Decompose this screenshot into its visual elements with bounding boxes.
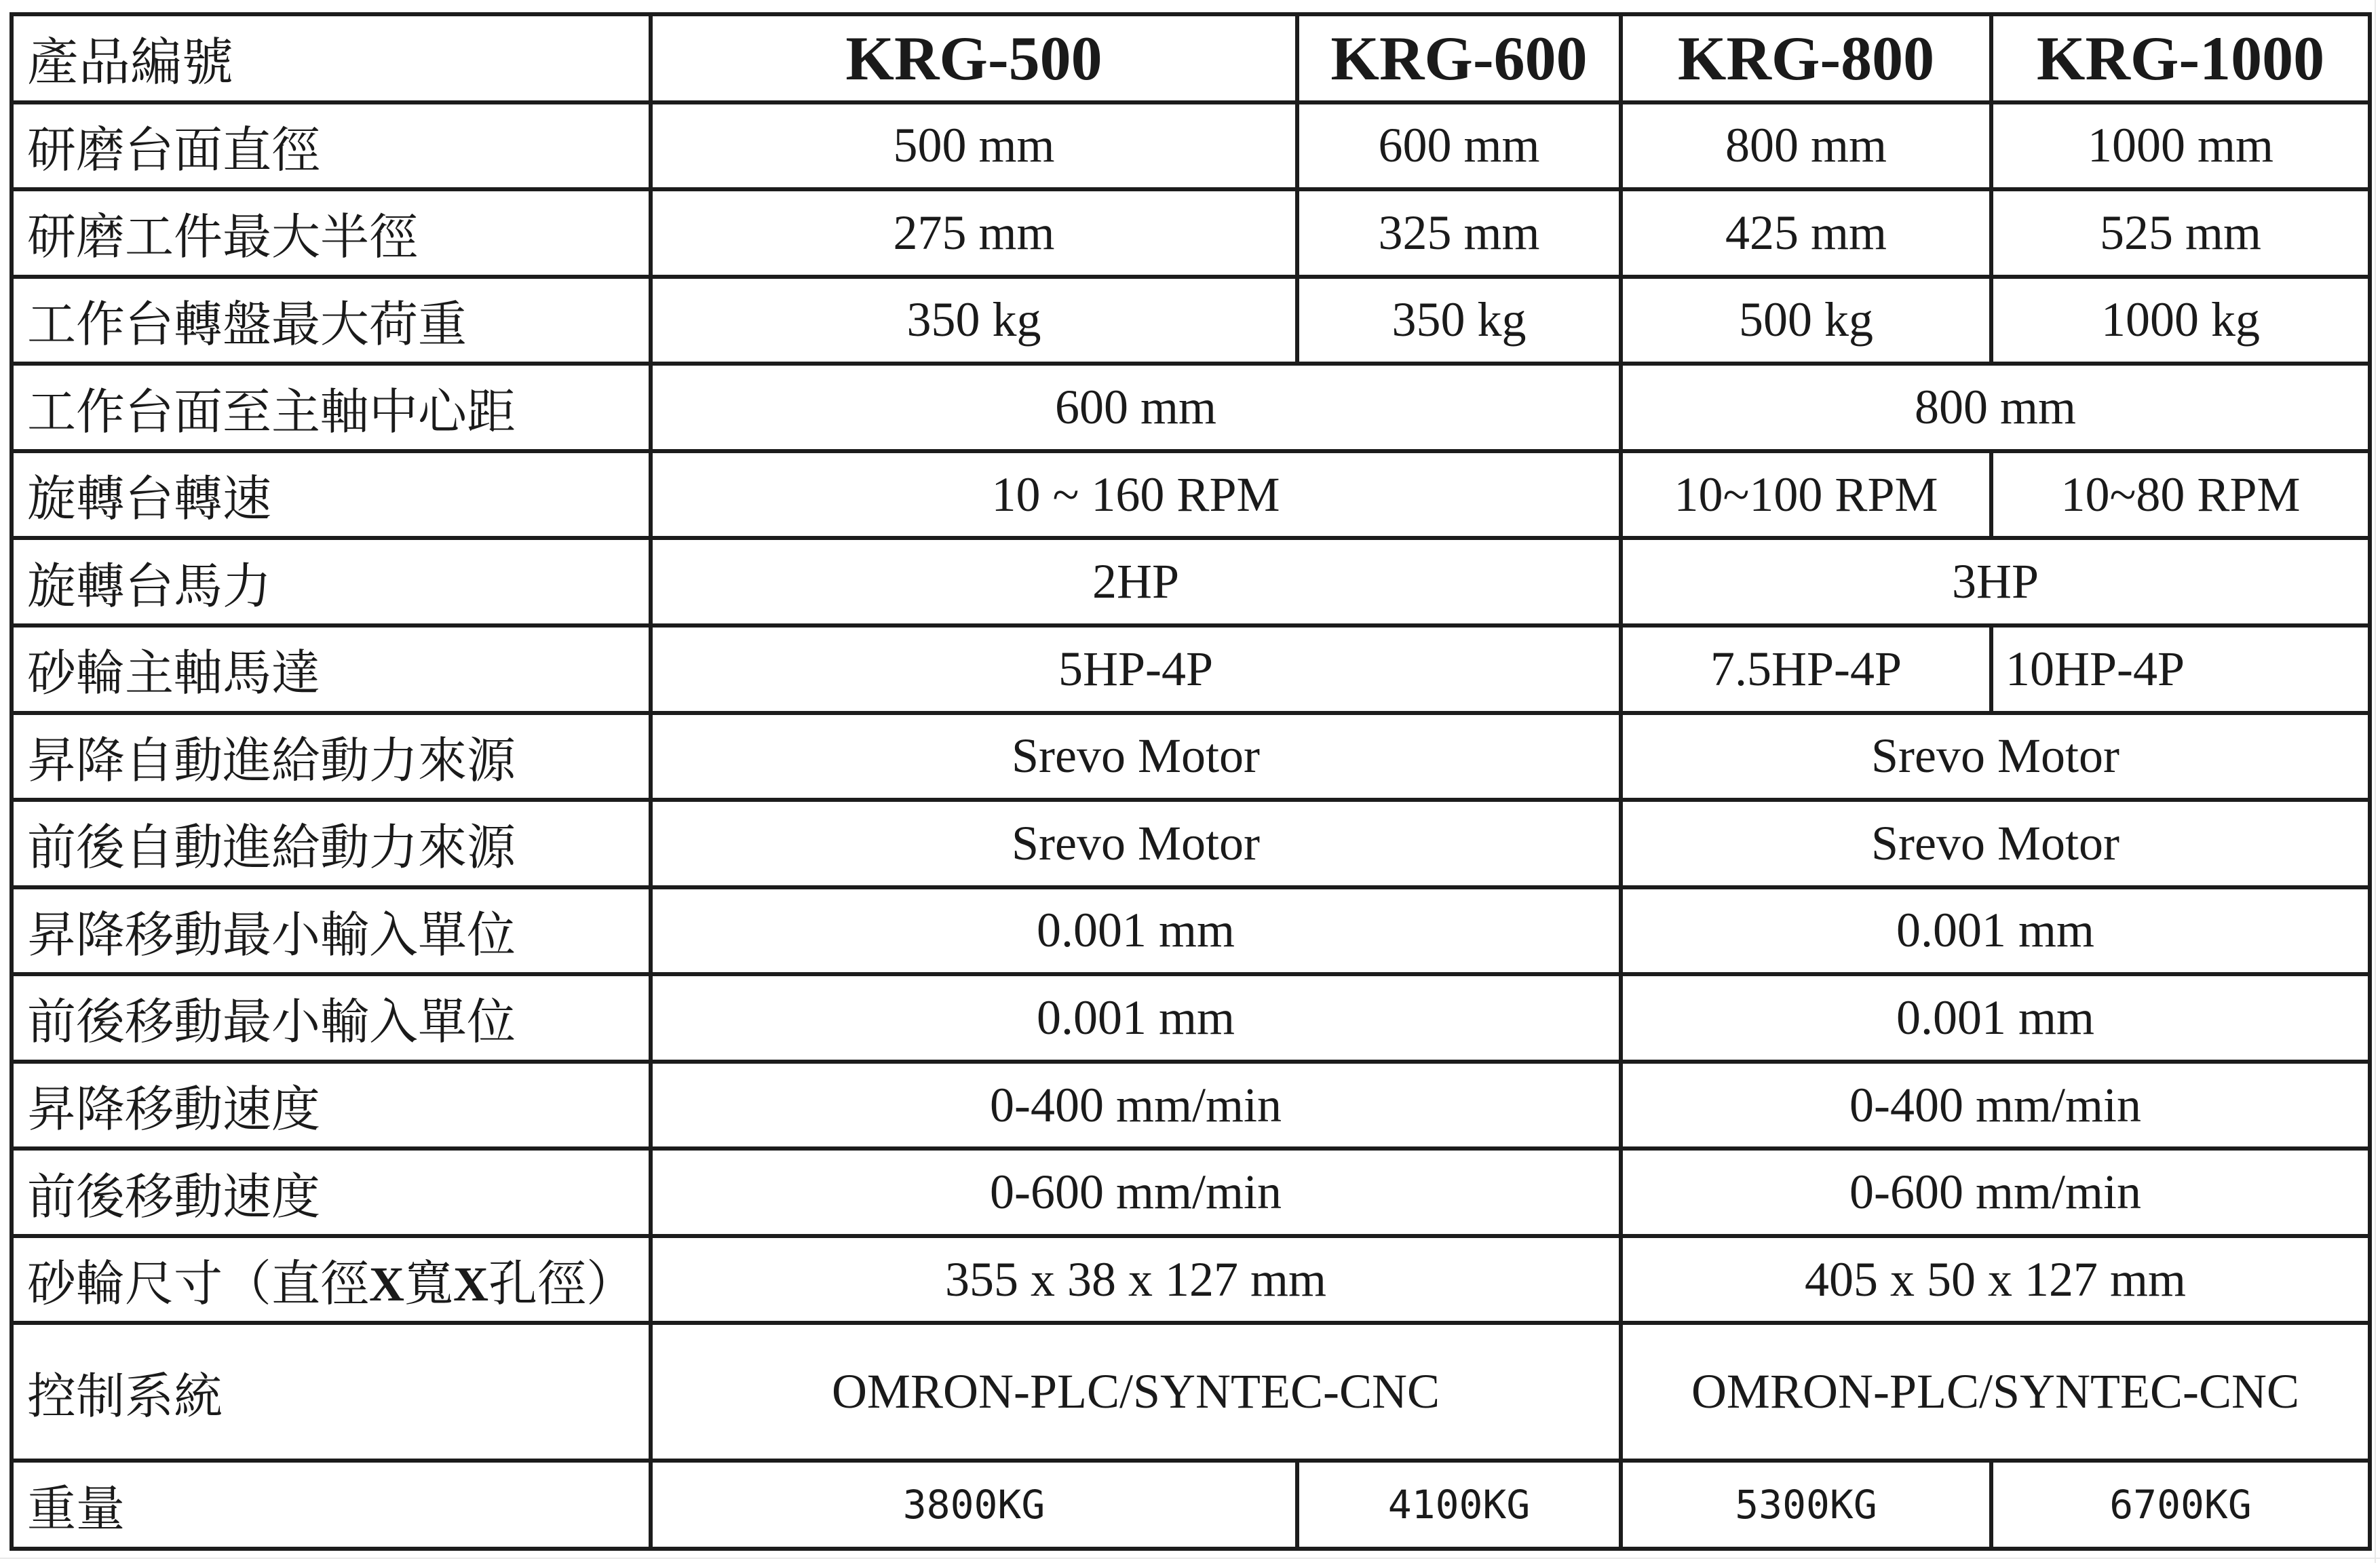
row-label-part: X <box>453 1257 489 1312</box>
cell-value: 0.001 mm <box>651 974 1621 1062</box>
cell-value: 3HP <box>1621 538 2370 625</box>
cell-value: 500 mm <box>651 102 1297 190</box>
cell-value: 425 mm <box>1621 189 1991 277</box>
model-header: KRG-800 <box>1621 14 1991 102</box>
row-label: 重量 <box>12 1461 651 1549</box>
cell-value: 800 mm <box>1621 364 2370 451</box>
row-label: 工作台轉盤最大荷重 <box>12 277 651 364</box>
row-label-part: 孔徑） <box>488 1257 636 1312</box>
row-label: 工作台面至主軸中心距 <box>12 364 651 451</box>
table-row <box>12 800 2370 887</box>
row-label: 控制系統 <box>12 1323 651 1461</box>
cell-value: 525 mm <box>1991 189 2370 277</box>
row-label: 研磨台面直徑 <box>12 102 651 190</box>
cell-value: OMRON-PLC/SYNTEC-CNC <box>651 1323 1621 1461</box>
table-row <box>12 189 2370 277</box>
table-row <box>12 887 2370 975</box>
cell-value: 6700KG <box>1991 1461 2370 1549</box>
row-label: 產品編號 <box>12 14 651 102</box>
row-label: 昇降移動最小輸入單位 <box>12 887 651 975</box>
cell-value: 600 mm <box>1297 102 1621 190</box>
table-row <box>12 277 2370 364</box>
cell-value: 10~100 RPM <box>1621 451 1991 539</box>
row-label-part: X <box>369 1257 405 1312</box>
table-row <box>12 102 2370 190</box>
row-label: 旋轉台馬力 <box>12 538 651 625</box>
model-header: KRG-1000 <box>1991 14 2370 102</box>
cell-value: 405 x 50 x 127 mm <box>1621 1236 2370 1324</box>
model-header: KRG-600 <box>1297 14 1621 102</box>
table-row <box>12 1236 2370 1324</box>
cell-value: 600 mm <box>651 364 1621 451</box>
cell-value: 10~80 RPM <box>1991 451 2370 539</box>
table-row <box>12 451 2370 539</box>
row-label: 前後自動進給動力來源 <box>12 800 651 887</box>
row-label-part: 砂輪尺寸（直徑 <box>27 1257 370 1312</box>
row-label: 前後移動速度 <box>12 1149 651 1236</box>
cell-value: 0.001 mm <box>651 887 1621 975</box>
table-row <box>12 1323 2370 1461</box>
cell-value: 5HP-4P <box>651 625 1621 713</box>
cell-value: 10HP-4P <box>1991 625 2370 713</box>
cell-value: 350 kg <box>1297 277 1621 364</box>
cell-value: Srevo Motor <box>1621 713 2370 800</box>
spec-table <box>9 12 2372 1551</box>
cell-value: 7.5HP-4P <box>1621 625 1991 713</box>
sheet-gridline <box>2375 0 2376 1563</box>
row-label-part: 寬 <box>404 1257 454 1312</box>
cell-value: 0.001 mm <box>1621 974 2370 1062</box>
cell-value: 1000 mm <box>1991 102 2370 190</box>
cell-value: 275 mm <box>651 189 1297 277</box>
cell-value: 0.001 mm <box>1621 887 2370 975</box>
cell-value: 10 ~ 160 RPM <box>651 451 1621 539</box>
row-label: 砂輪主軸馬達 <box>12 625 651 713</box>
cell-value: Srevo Motor <box>1621 800 2370 887</box>
cell-value: 5300KG <box>1621 1461 1991 1549</box>
cell-value: 355 x 38 x 127 mm <box>651 1236 1621 1324</box>
table-row <box>12 625 2370 713</box>
cell-value: OMRON-PLC/SYNTEC-CNC <box>1621 1323 2370 1461</box>
cell-value: 0-600 mm/min <box>1621 1149 2370 1236</box>
row-label: 昇降移動速度 <box>12 1062 651 1149</box>
cell-value: 2HP <box>651 538 1621 625</box>
table-row <box>12 364 2370 451</box>
row-label: 昇降自動進給動力來源 <box>12 713 651 800</box>
model-header: KRG-500 <box>651 14 1297 102</box>
table-row <box>12 974 2370 1062</box>
table-row <box>12 538 2370 625</box>
row-label: 前後移動最小輸入單位 <box>12 974 651 1062</box>
cell-value: Srevo Motor <box>651 800 1621 887</box>
cell-value: 350 kg <box>651 277 1297 364</box>
table-row-header <box>12 14 2370 102</box>
table-row <box>12 1149 2370 1236</box>
row-label: 旋轉台轉速 <box>12 451 651 539</box>
cell-value: 4100KG <box>1297 1461 1621 1549</box>
table-row <box>12 1461 2370 1549</box>
cell-value: 325 mm <box>1297 189 1621 277</box>
cell-value: 1000 kg <box>1991 277 2370 364</box>
cell-value: 0-400 mm/min <box>1621 1062 2370 1149</box>
cell-value: Srevo Motor <box>651 713 1621 800</box>
cell-value: 0-400 mm/min <box>651 1062 1621 1149</box>
row-label: 研磨工件最大半徑 <box>12 189 651 277</box>
cell-value: 3800KG <box>651 1461 1297 1549</box>
cell-value: 500 kg <box>1621 277 1991 364</box>
cell-value: 800 mm <box>1621 102 1991 190</box>
row-label <box>12 1236 651 1324</box>
table-row <box>12 713 2370 800</box>
cell-value: 0-600 mm/min <box>651 1149 1621 1236</box>
table-row <box>12 1062 2370 1149</box>
sheet-gridline <box>0 1558 2380 1559</box>
